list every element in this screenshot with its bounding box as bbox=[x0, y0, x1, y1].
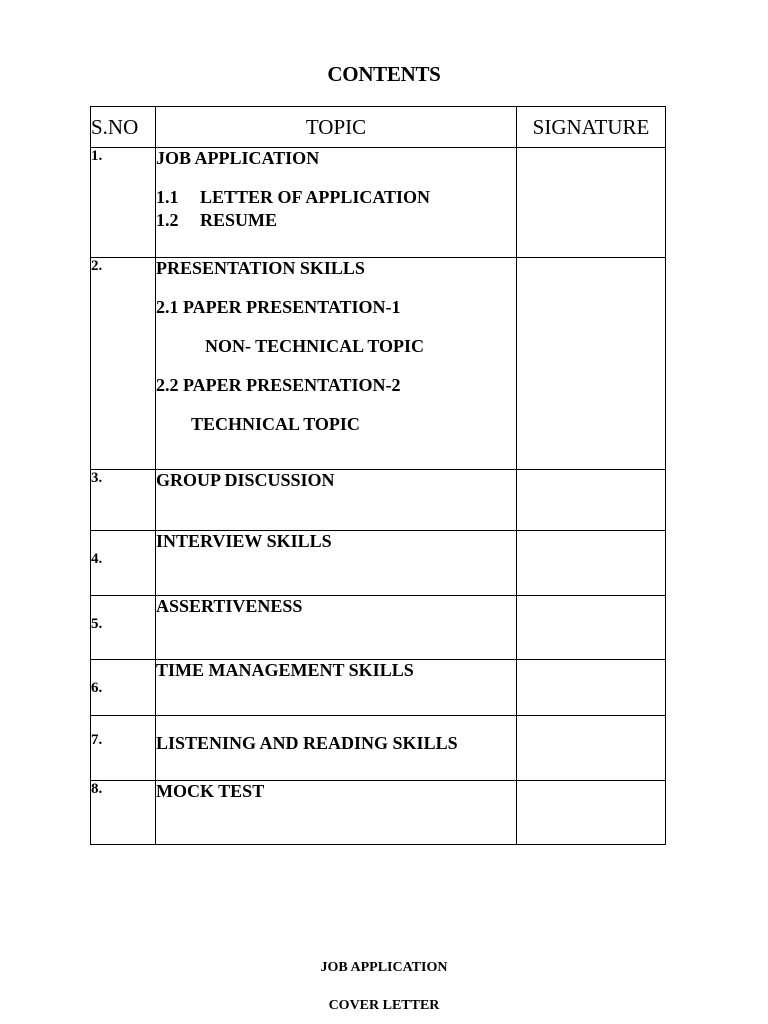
table-row bbox=[91, 596, 666, 660]
row-topic bbox=[156, 258, 517, 470]
row-topic bbox=[156, 148, 517, 258]
footer-subheading: COVER LETTER bbox=[328, 998, 440, 1013]
topic-title: GROUP DISCUSSION bbox=[156, 470, 335, 490]
subtopic-text: LETTER OF APPLICATION bbox=[200, 187, 431, 207]
table-row bbox=[91, 148, 666, 258]
contents-table bbox=[90, 106, 666, 845]
subtopic-number: 1.1 bbox=[156, 187, 179, 207]
row-sno: 4. bbox=[91, 531, 156, 596]
row-topic bbox=[156, 531, 517, 596]
row-topic bbox=[156, 660, 517, 716]
row-sno: 1. bbox=[91, 148, 156, 258]
row-topic bbox=[156, 716, 517, 781]
row-sno: 8. bbox=[91, 781, 156, 845]
topic-title: TIME MANAGEMENT SKILLS bbox=[156, 660, 414, 680]
subtopic bbox=[156, 210, 516, 231]
subtopic-text: 2.2 PAPER PRESENTATION-2 bbox=[156, 375, 401, 395]
subtopic-text: NON- TECHNICAL TOPIC bbox=[205, 336, 425, 356]
footer-heading: JOB APPLICATION bbox=[320, 960, 448, 975]
table-row bbox=[91, 781, 666, 845]
signature-cell bbox=[517, 660, 666, 716]
table-row bbox=[91, 258, 666, 470]
row-sno: 3. bbox=[91, 470, 156, 531]
table-header-row bbox=[91, 107, 666, 148]
subtopic bbox=[156, 187, 516, 208]
table-row bbox=[91, 531, 666, 596]
row-topic bbox=[156, 470, 517, 531]
signature-cell bbox=[517, 716, 666, 781]
signature-cell bbox=[517, 781, 666, 845]
page-title: CONTENTS bbox=[327, 62, 441, 86]
subtopic-text: RESUME bbox=[200, 210, 278, 230]
topic-title: MOCK TEST bbox=[156, 781, 265, 801]
signature-cell bbox=[517, 470, 666, 531]
topic-title: INTERVIEW SKILLS bbox=[156, 531, 332, 551]
row-sno: 7. bbox=[91, 716, 156, 781]
topic-title: ASSERTIVENESS bbox=[156, 596, 303, 616]
signature-cell bbox=[517, 258, 666, 470]
subtopic-text: 2.1 PAPER PRESENTATION-1 bbox=[156, 297, 401, 317]
header-sno: S.NO bbox=[91, 107, 156, 148]
row-sno: 2. bbox=[91, 258, 156, 470]
topic-title: JOB APPLICATION bbox=[156, 148, 320, 168]
row-sno: 5. bbox=[91, 596, 156, 660]
table-row bbox=[91, 716, 666, 781]
subtopic-text: TECHNICAL TOPIC bbox=[191, 414, 360, 434]
row-topic bbox=[156, 781, 517, 845]
row-sno: 6. bbox=[91, 660, 156, 716]
header-signature: SIGNATURE bbox=[517, 107, 666, 148]
header-topic: TOPIC bbox=[156, 107, 517, 148]
topic-title: LISTENING AND READING SKILLS bbox=[156, 733, 458, 753]
table-row bbox=[91, 660, 666, 716]
signature-cell bbox=[517, 148, 666, 258]
signature-cell bbox=[517, 531, 666, 596]
topic-title: PRESENTATION SKILLS bbox=[156, 258, 365, 278]
signature-cell bbox=[517, 596, 666, 660]
row-topic bbox=[156, 596, 517, 660]
table-row bbox=[91, 470, 666, 531]
subtopic-number: 1.2 bbox=[156, 210, 179, 230]
